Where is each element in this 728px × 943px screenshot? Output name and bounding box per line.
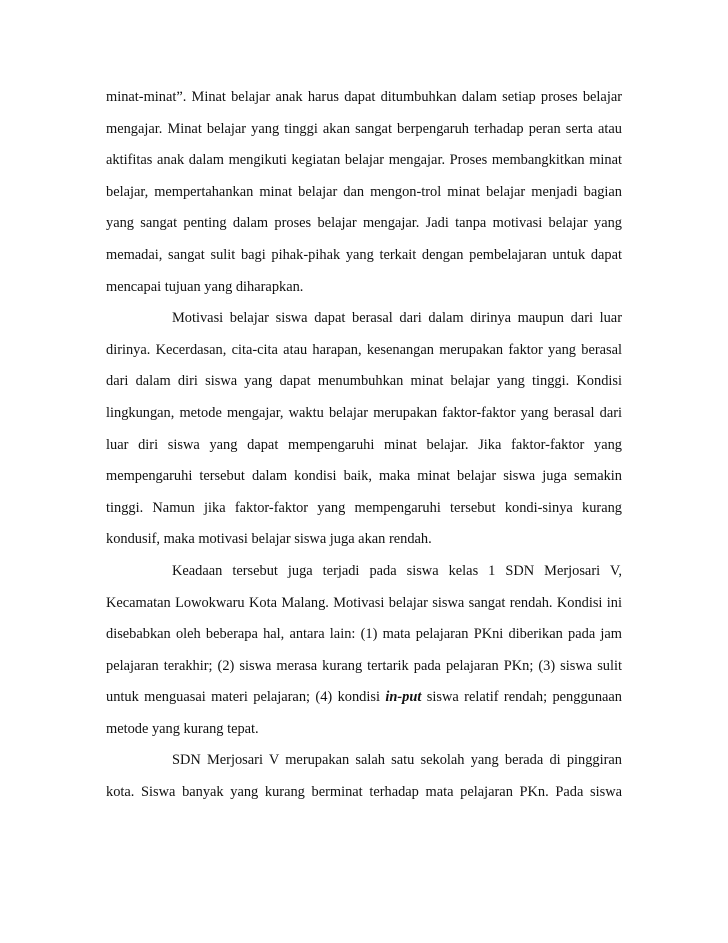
text-line: disebabkan oleh beberapa hal, antara lain: (1) mata pelajaran PKni diberikan pada jam bbox=[106, 626, 622, 643]
text-segment: untuk menguasai materi pelajaran; (4) kondisi bbox=[106, 689, 386, 706]
text-line: memadai, sangat sulit bagi pihak-pihak yang terkait dengan pembelajaran untuk dapat bbox=[106, 246, 622, 263]
text-line: SDN Merjosari V merupakan salah satu sekolah yang berada di pinggiran bbox=[172, 752, 622, 769]
paragraph bbox=[106, 82, 622, 303]
text-line: minat-minat”. Minat belajar anak harus dapat ditumbuhkan dalam setiap proses belajar bbox=[106, 89, 622, 105]
paragraph bbox=[106, 303, 622, 556]
text-line-with-emphasis bbox=[106, 682, 622, 714]
text-line: tinggi. Namun jika faktor-faktor yang mempengaruhi tersebut kondi-sinya kurang bbox=[106, 499, 622, 516]
text-line: dirinya. Kecerdasan, cita-cita atau harapan, kesenangan merupakan faktor yang berasal bbox=[106, 341, 622, 358]
text-line: luar diri siswa yang dapat mempengaruhi minat belajar. Jika faktor-faktor yang bbox=[106, 436, 622, 453]
text-line: Keadaan tersebut juga terjadi pada siswa kelas 1 SDN Merjosari V, bbox=[172, 562, 622, 579]
text-line: lingkungan, metode mengajar, waktu belajar merupakan faktor-faktor yang berasal dari bbox=[106, 404, 622, 421]
text-line: aktifitas anak dalam mengikuti kegiatan belajar mengajar. Proses membangkitkan minat bbox=[106, 152, 622, 169]
text-line: metode yang kurang tepat. bbox=[106, 720, 259, 737]
text-line: Kecamatan Lowokwaru Kota Malang. Motivasi belajar siswa sangat rendah. Kondisi ini bbox=[106, 594, 622, 611]
text-segment: siswa relatif rendah; penggunaan bbox=[421, 689, 622, 706]
paragraph bbox=[106, 745, 622, 808]
text-line: mengajar. Minat belajar yang tinggi akan sangat berpengaruh terhadap peran serta atau bbox=[106, 120, 622, 137]
text-line: kondusif, maka motivasi belajar siswa juga akan rendah. bbox=[106, 531, 432, 548]
emphasized-term: in-put bbox=[385, 689, 422, 706]
text-line: pelajaran terakhir; (2) siswa merasa kurang tertarik pada pelajaran PKn; (3) siswa sulit bbox=[106, 657, 622, 674]
body-text bbox=[106, 82, 622, 809]
text-line: mencapai tujuan yang diharapkan. bbox=[106, 278, 304, 295]
paragraph bbox=[106, 556, 622, 746]
text-line: kota. Siswa banyak yang kurang berminat terhadap mata pelajaran PKn. Pada siswa bbox=[106, 784, 622, 801]
text-line: Motivasi belajar siswa dapat berasal dari dalam dirinya maupun dari luar bbox=[172, 310, 622, 327]
text-line: belajar, mempertahankan minat belajar dan mengon-trol minat belajar menjadi bagian bbox=[106, 183, 622, 200]
text-line: dari dalam diri siswa yang dapat menumbuhkan minat belajar yang tinggi. Kondisi bbox=[106, 373, 622, 390]
text-line: yang sangat penting dalam proses belajar mengajar. Jadi tanpa motivasi belajar yang bbox=[106, 215, 622, 232]
text-line: mempengaruhi tersebut dalam kondisi baik, maka minat belajar siswa juga semakin bbox=[106, 468, 622, 485]
